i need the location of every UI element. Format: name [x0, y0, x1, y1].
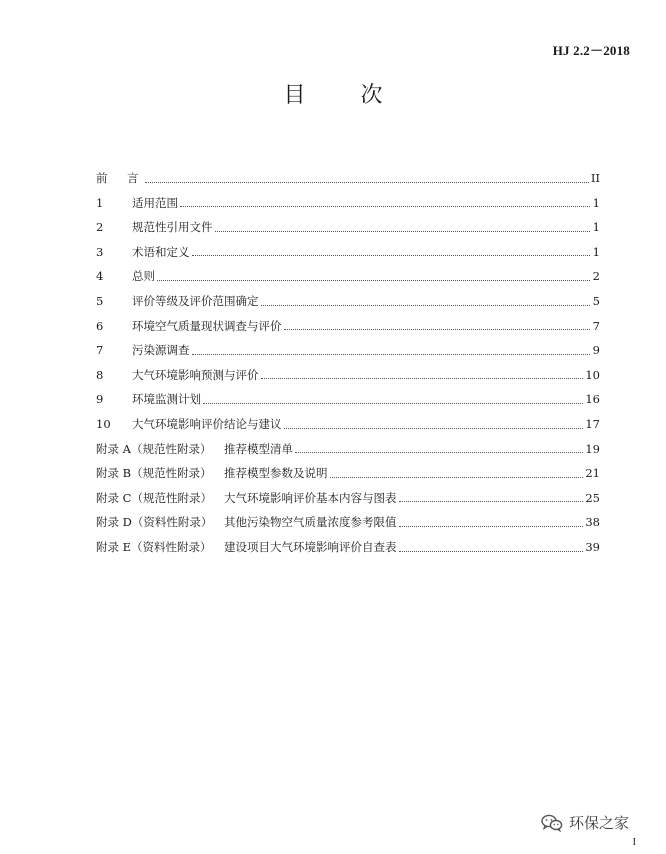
toc-entry-preface[interactable] — [96, 160, 600, 185]
wechat-icon — [541, 814, 563, 832]
toc-entry[interactable] — [96, 381, 600, 406]
toc-entry-title: 规范性引用文件 — [132, 220, 213, 235]
leader-dots — [192, 353, 591, 355]
standard-code: HJ 2.2－2018 — [552, 43, 630, 58]
toc-entry-title: 评价等级及评价范围确定 — [132, 294, 259, 309]
toc-entry-title: 环境空气质量现状调查与评价 — [132, 318, 282, 333]
toc-entry-page: 9 — [592, 343, 600, 358]
appendix-title: 推荐模型清单 — [224, 441, 293, 456]
toc-entry-page: 1 — [592, 220, 600, 235]
toc-entry-page: 17 — [585, 417, 600, 432]
toc-entry[interactable] — [96, 283, 600, 308]
page-title: 目 次 — [283, 83, 407, 108]
toc-entry-title: 大气环境影响评价结论与建议 — [132, 417, 282, 432]
toc-entry-number: 2 — [96, 220, 104, 235]
toc-entry-page: 1 — [592, 195, 600, 210]
toc-entry-number: 10 — [96, 417, 111, 432]
toc-entry-title: 环境监测计划 — [132, 392, 201, 407]
toc-entry-number: 7 — [96, 343, 104, 358]
toc-entry-number: 4 — [96, 269, 104, 284]
toc-entry-page: 39 — [585, 540, 600, 554]
toc-entry[interactable] — [96, 185, 600, 210]
leader-dots — [261, 304, 591, 306]
table-of-contents — [96, 160, 600, 554]
toc-entry-number: 8 — [96, 367, 104, 382]
toc-entry[interactable] — [96, 357, 600, 382]
leader-dots — [203, 402, 583, 404]
leader-dots — [261, 377, 584, 379]
appendix-title: 建设项目大气环境影响评价自查表 — [224, 540, 397, 554]
toc-entry-page: 7 — [592, 318, 600, 333]
leader-dots — [157, 279, 590, 281]
toc-entry-title: 术语和定义 — [132, 244, 190, 259]
appendix-prefix: 附录 D（资料性附录） — [96, 515, 213, 530]
toc-entry-number: 6 — [96, 318, 104, 333]
toc-entry-label: 前 言 — [96, 171, 143, 186]
toc-entry-page: 5 — [592, 294, 600, 309]
leader-dots — [399, 525, 584, 527]
watermark-text: 环保之家 — [569, 814, 630, 832]
toc-entry-page: 16 — [585, 392, 600, 407]
toc-entry[interactable] — [96, 234, 600, 259]
toc-entry-title: 适用范围 — [132, 195, 178, 210]
toc-entry-page: II — [590, 171, 600, 186]
appendix-title: 推荐模型参数及说明 — [224, 466, 328, 481]
leader-dots — [180, 205, 590, 207]
leader-dots — [330, 476, 584, 478]
toc-appendix-entry[interactable] — [96, 431, 600, 456]
appendix-prefix: 附录 E（资料性附录） — [96, 540, 212, 554]
toc-entry-title: 污染源调查 — [132, 343, 190, 358]
toc-entry-title: 总则 — [132, 269, 155, 284]
appendix-prefix: 附录 B（规范性附录） — [96, 466, 212, 481]
toc-entry[interactable] — [96, 308, 600, 333]
toc-appendix-entry[interactable] — [96, 455, 600, 480]
appendix-title: 大气环境影响评价基本内容与图表 — [224, 490, 397, 505]
appendix-prefix: 附录 A（规范性附录） — [96, 441, 212, 456]
leader-dots — [284, 427, 584, 429]
toc-appendix-entry[interactable] — [96, 529, 600, 554]
toc-entry-page: 2 — [592, 269, 600, 284]
leader-dots — [295, 451, 583, 453]
toc-entry-page: 1 — [592, 244, 600, 259]
page-number: I — [632, 837, 636, 848]
toc-entry-page: 19 — [585, 441, 600, 456]
toc-entry[interactable] — [96, 258, 600, 283]
toc-appendix-entry[interactable] — [96, 504, 600, 529]
leader-dots — [399, 500, 584, 502]
appendix-prefix: 附录 C（规范性附录） — [96, 490, 212, 505]
leader-dots — [399, 550, 584, 552]
leader-dots — [284, 328, 591, 330]
toc-entry-page: 25 — [585, 490, 600, 505]
toc-entry-number: 9 — [96, 392, 104, 407]
leader-dots — [145, 181, 589, 183]
toc-entry[interactable] — [96, 332, 600, 357]
toc-entry-page: 38 — [585, 515, 600, 530]
appendix-title: 其他污染物空气质量浓度参考限值 — [224, 515, 397, 530]
leader-dots — [215, 230, 591, 232]
toc-entry[interactable] — [96, 209, 600, 234]
toc-entry[interactable] — [96, 406, 600, 431]
toc-entry-number: 3 — [96, 244, 104, 259]
leader-dots — [192, 254, 591, 256]
toc-entry-number: 1 — [96, 195, 104, 210]
toc-entry-title: 大气环境影响预测与评价 — [132, 367, 259, 382]
toc-entry-number: 5 — [96, 294, 104, 309]
watermark — [541, 812, 629, 833]
toc-appendix-entry[interactable] — [96, 480, 600, 505]
toc-entry-page: 10 — [585, 367, 600, 382]
toc-entry-page: 21 — [585, 466, 600, 481]
